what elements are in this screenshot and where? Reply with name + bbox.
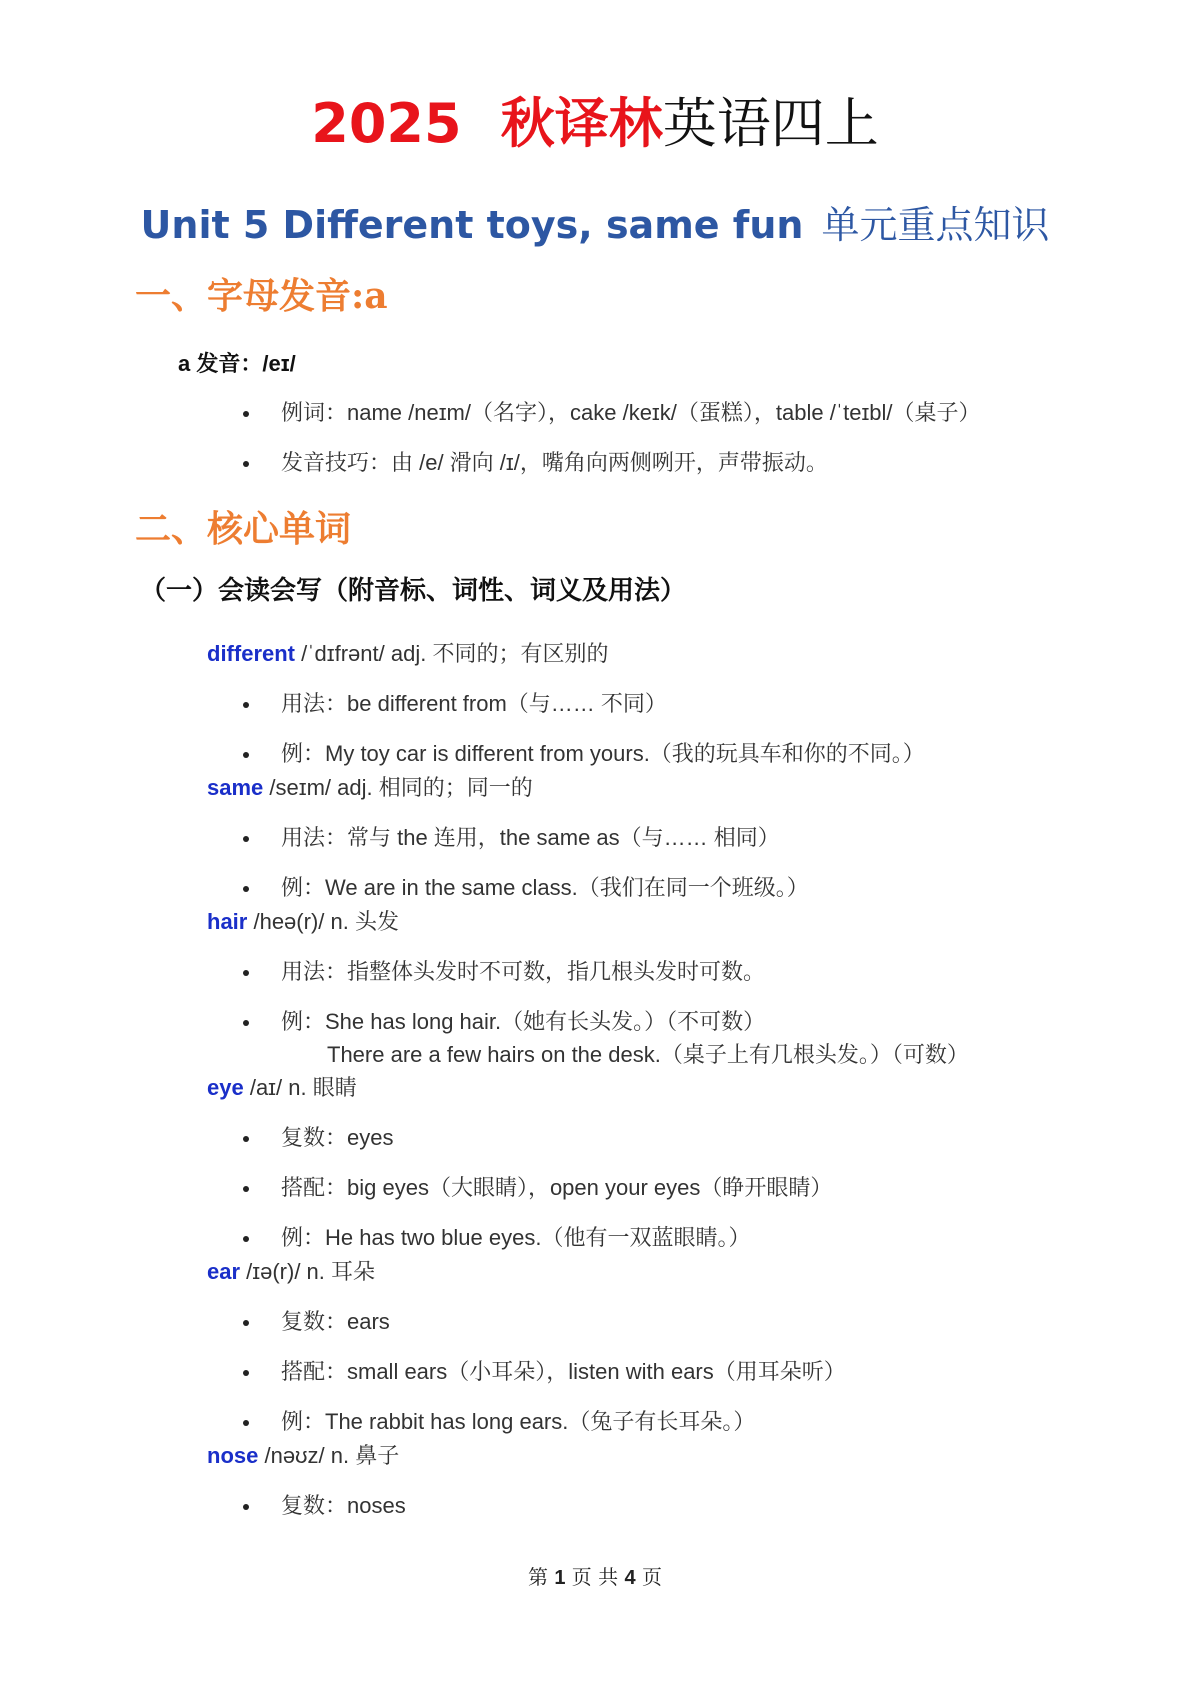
bullet-text: 例：He has two blue eyes.（他有一双蓝眼睛。） (281, 1225, 751, 1250)
vocab-entry-hair (207, 906, 399, 938)
bullet-item (245, 872, 809, 904)
vocab-definition: /aɪ/ n. 眼睛 (243, 1075, 357, 1100)
bullet-item (245, 822, 780, 854)
bullet-text: 搭配：big eyes（大眼睛），open your eyes（睁开眼睛） (281, 1175, 833, 1200)
bullet-item (245, 688, 667, 720)
bullet-text: 例：She has long hair.（她有长头发。）（不可数） (281, 1009, 766, 1034)
footer-total-pages: 4 (624, 1567, 636, 1589)
vocab-entry-same (207, 772, 533, 804)
bullet-text: 复数：noses (281, 1493, 406, 1518)
footer-prefix: 第 (527, 1565, 555, 1589)
bullet-text: 用法：常与 the 连用，the same as（与…… 相同） (281, 825, 780, 850)
bullet-item (245, 447, 828, 479)
vocab-word: same (207, 775, 264, 800)
title-brand: 秋译林 (500, 92, 663, 155)
bullet-text: 例：My toy car is different from yours.（我的玩具车和你的不同。） (281, 741, 925, 766)
footer-page-number: 1 (554, 1567, 566, 1589)
bullet-text: 用法：be different from（与…… 不同） (281, 691, 667, 716)
bullet-continuation: There are a few hairs on the desk.（桌子上有几根头发。）（可数） (327, 1042, 969, 1067)
vocab-word: nose (207, 1443, 259, 1468)
section-heading-letter-sound: 一、字母发音:a (135, 275, 388, 317)
unit-subtitle-cn: 单元重点知识 (821, 203, 1050, 247)
title-year: 2025 (311, 92, 462, 155)
bullet-item (245, 1172, 833, 1204)
footer-middle: 页 共 (565, 1565, 625, 1589)
subsection-heading: （一）会读会写（附音标、词性、词义及用法） (140, 576, 687, 606)
vocab-definition: /ˈdɪfrənt/ adj. 不同的；有区别的 (295, 641, 609, 666)
vocab-word: hair (207, 909, 248, 934)
unit-subtitle (0, 198, 1190, 253)
bullet-item (245, 1406, 756, 1438)
section-heading-core-words: 二、核心单词 (135, 508, 352, 550)
document-title (0, 88, 1190, 160)
vocab-word: eye (207, 1075, 244, 1100)
bullet-item (245, 1122, 394, 1154)
bullet-text: 例：We are in the same class.（我们在同一个班级。） (281, 875, 809, 900)
bullet-item (245, 397, 981, 429)
vocab-entry-ear (207, 1256, 375, 1288)
footer-suffix: 页 (635, 1565, 663, 1589)
bullet-text: 搭配：small ears（小耳朵），listen with ears（用耳朵听） (281, 1359, 846, 1384)
bullet-text: 例词：name /neɪm/（名字），cake /keɪk/（蛋糕），table /ˈteɪbl/（桌子） (281, 400, 981, 425)
vocab-entry-eye (207, 1072, 357, 1104)
title-rest: 英语四上 (662, 92, 879, 155)
bullet-item (245, 738, 925, 770)
bullet-item (245, 1006, 766, 1038)
vocab-definition: /seɪm/ adj. 相同的；同一的 (263, 775, 533, 800)
bullet-text: 复数：eyes (281, 1125, 394, 1150)
vocab-word: ear (207, 1259, 241, 1284)
bullet-text: 复数：ears (281, 1309, 390, 1334)
unit-subtitle-en: Unit 5 Different toys, same fun (140, 203, 804, 247)
vocab-word: different (207, 641, 295, 666)
pronunciation-line: a 发音：/eɪ/ (178, 351, 296, 376)
page-footer (0, 1563, 1190, 1592)
vocab-definition: /ɪə(r)/ n. 耳朵 (240, 1259, 376, 1284)
bullet-text: 用法：指整体头发时不可数，指几根头发时可数。 (281, 959, 766, 984)
bullet-item (245, 1222, 751, 1254)
vocab-entry-different (207, 638, 608, 670)
vocab-definition: /nəʊz/ n. 鼻子 (258, 1443, 400, 1468)
vocab-definition: /heə(r)/ n. 头发 (247, 909, 399, 934)
bullet-text: 例：The rabbit has long ears.（兔子有长耳朵。） (281, 1409, 756, 1434)
bullet-text: 发音技巧：由 /e/ 滑向 /ɪ/，嘴角向两侧咧开，声带振动。 (281, 450, 828, 475)
bullet-item (245, 1306, 390, 1338)
bullet-item (245, 956, 766, 988)
bullet-item (245, 1490, 406, 1522)
vocab-entry-nose (207, 1440, 399, 1472)
bullet-item (245, 1356, 846, 1388)
